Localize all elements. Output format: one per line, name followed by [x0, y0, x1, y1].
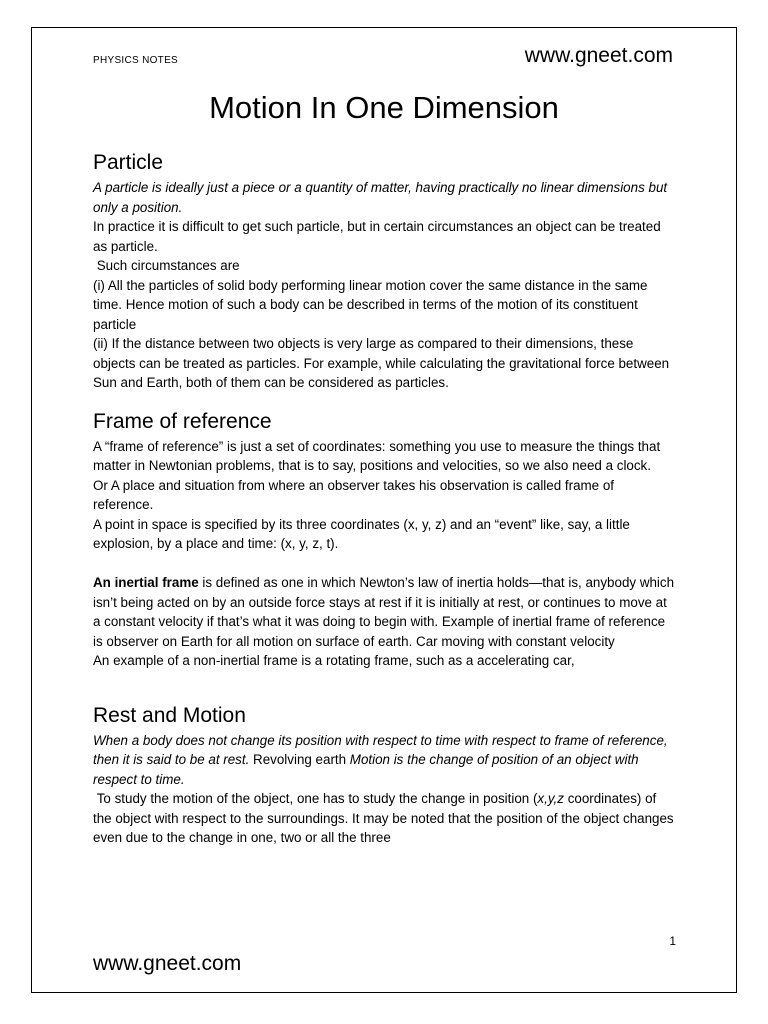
rest-paragraph-2-start: To study the motion of the object, one has to study the change in position (	[93, 791, 538, 806]
rest-definition: When a body does not change its position with respect to time with respect to frame of reference, then it is said to be at rest.	[93, 732, 668, 767]
section-heading-rest: Rest and Motion	[93, 703, 246, 727]
frame-paragraph-2: Or A place and situation from where an observer takes his observation is called frame of reference.	[93, 477, 615, 512]
section-spacer	[93, 393, 678, 407]
header-subject: PHYSICS NOTES	[93, 55, 179, 66]
motion-definition: Motion is the change of position of an object with respect to time.	[93, 752, 639, 787]
frame-paragraph-1: A “frame of reference” is just a set of coordinates: something you use to measure the things that matter in Newtonian problems, that is to say, positions and velocities, so we also need a clock.	[93, 438, 661, 473]
paragraph-spacer	[93, 554, 678, 574]
section-spacer	[93, 671, 678, 701]
rest-paragraph-1	[93, 731, 678, 790]
inertial-frame-term: An inertial frame	[93, 575, 199, 590]
inertial-frame-paragraph	[93, 573, 678, 651]
frame-paragraph-5: An example of a non-inertial frame is a rotating frame, such as a accelerating car,	[93, 653, 575, 668]
rest-paragraph-2-end: coordinates) of the object with respect to the surroundings. It may be noted that the position of the object changes even due to the change in one, two or all the three	[93, 791, 674, 845]
inertial-frame-text: is defined as one in which Newton’s law of inertia holds—that is, anybody which isn’t being acted on by an outside force stays at rest if it is initially at rest, or continues to move at a constant velocity if that’s what it was doing to begin with. Example of inertial frame of reference is observer on Earth for all motion on surface of earth. Car moving with constant velocity	[93, 575, 675, 649]
rest-paragraph-2	[93, 789, 678, 848]
particle-paragraph-2: Such circumstances are	[93, 258, 240, 273]
frame-paragraph-3: A point in space is specified by its three coordinates (x, y, z) and an “event” like, say, a little explosion, by a place and time: (x, y, z, t).	[93, 516, 630, 551]
particle-paragraph-3: (i) All the particles of solid body performing linear motion cover the same distance in the same time. Hence motion of such a body can be described in terms of the motion of its constituent particle	[93, 277, 648, 332]
particle-paragraph-1: In practice it is difficult to get such particle, but in certain circumstances an object can be treated as particle.	[93, 219, 661, 254]
page-title: Motion In One Dimension	[209, 90, 559, 125]
section-heading-particle: Particle	[93, 151, 164, 174]
page-number: 1	[669, 934, 676, 948]
document-body	[93, 148, 678, 848]
header-website[interactable]: www.gneet.com	[524, 44, 673, 67]
coordinates-xyz: x,y,z	[537, 791, 564, 806]
footer-website[interactable]: www.gneet.com	[93, 952, 242, 975]
particle-paragraph-4: (ii) If the distance between two objects is very large as compared to their dimensions, these objects can be treated as particles. For example, while calculating the gravitational force between Sun and Earth, both of them can be considered as particles.	[93, 336, 670, 390]
section-heading-frame: Frame of reference	[93, 409, 272, 433]
rest-example: Revolving earth	[249, 752, 350, 767]
particle-definition: A particle is ideally just a piece or a quantity of matter, having practically no linear dimensions but only a position.	[93, 180, 668, 215]
